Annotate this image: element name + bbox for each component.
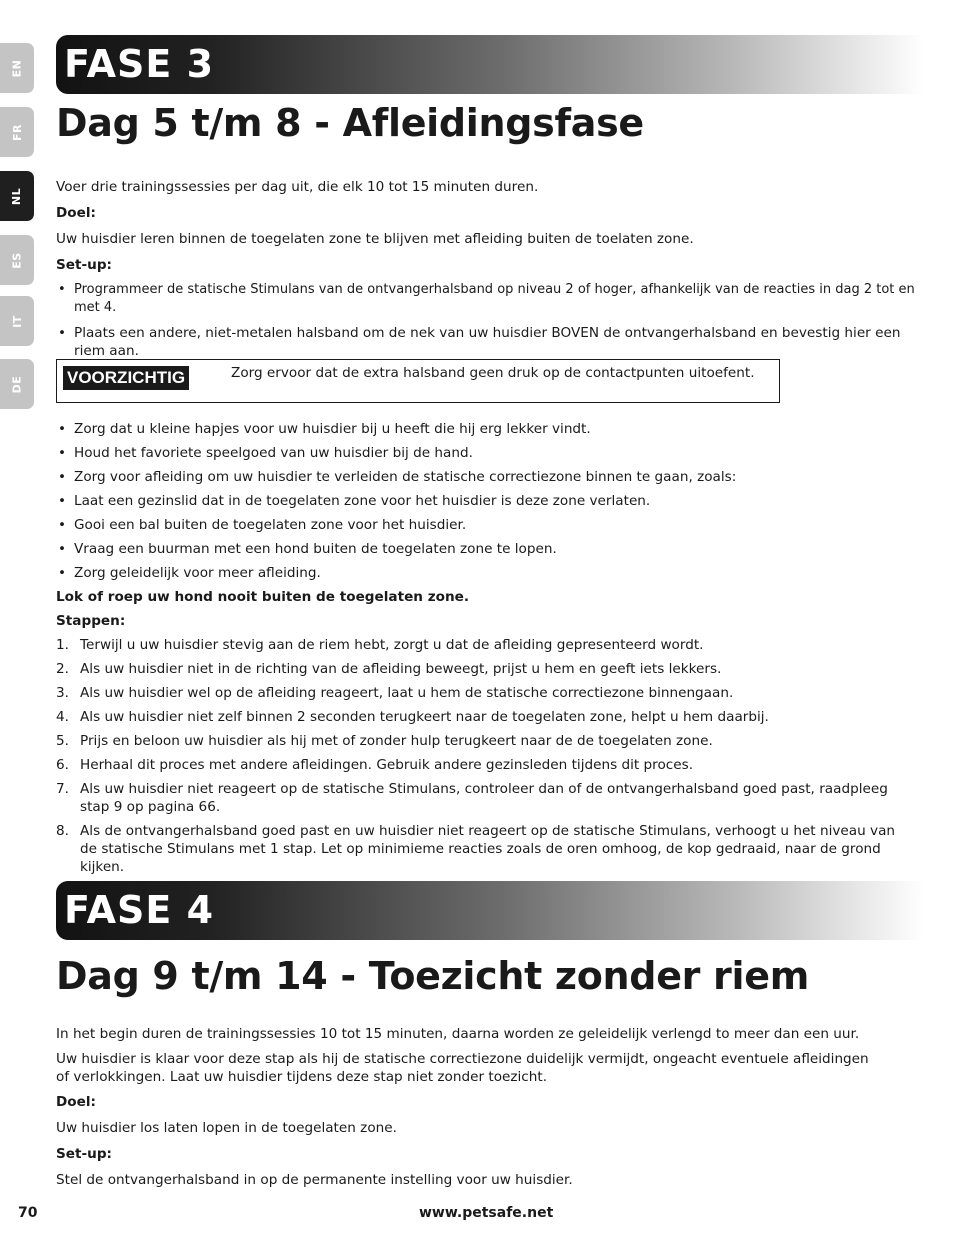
lang-tab-label: EN bbox=[10, 59, 24, 77]
phase4-section bbox=[56, 1025, 922, 1189]
phase4-banner bbox=[56, 881, 924, 940]
tip-item: • Laat een gezinslid dat in de toegelaten zone voor het huisdier is deze zone verlaten. bbox=[56, 492, 922, 510]
step-number: 6. bbox=[56, 757, 69, 773]
lang-tab-en[interactable] bbox=[0, 43, 34, 93]
step-text: Als de ontvangerhalsband goed past en uw huisdier niet reageert op de statische Stimulans, verhoogt u het niveau van de statische Stimulans met 1 stap. Let op minimieme reacties zoals de oren omhoog, de kop gedraaid, naar de grond kijken. bbox=[80, 823, 896, 875]
phase3-setup-item: • Programmeer de statische Stimulans van de ontvangerhalsband op niveau 2 of hoger, afhankelijk van de reacties in dag 2 tot en met 4. bbox=[56, 281, 922, 317]
phase3-goal-heading: Doel: bbox=[56, 205, 96, 221]
phase3-setup-item: • Plaats een andere, niet-metalen halsband om de nek van uw huisdier BOVEN de ontvangerhalsband en bevestig hier een riem aan. bbox=[56, 324, 924, 360]
step-item bbox=[56, 684, 922, 702]
step-number: 4. bbox=[56, 709, 69, 725]
tip-item: • Zorg geleidelijk voor meer afleiding. bbox=[56, 564, 922, 582]
step-number: 2. bbox=[56, 661, 69, 677]
step-text: Herhaal dit proces met andere afleidingen. Gebruik andere gezinsleden tijdens dit proces. bbox=[80, 757, 694, 773]
caution-box bbox=[56, 359, 780, 403]
phase3-banner-label: FASE 3 bbox=[64, 42, 215, 86]
phase3-banner bbox=[56, 35, 924, 94]
phase3-goal-text: Uw huisdier leren binnen de toegelaten zone te blijven met afleiding buiten de toelaten zone. bbox=[56, 231, 694, 247]
lang-tab-fr[interactable] bbox=[0, 107, 34, 157]
tip-item: • Houd het favoriete speelgoed van uw huisdier bij de hand. bbox=[56, 444, 922, 462]
lang-tab-de[interactable] bbox=[0, 359, 34, 409]
step-text: Prijs en beloon uw huisdier als hij met of zonder hulp terugkeert naar de de toegelaten zone. bbox=[80, 733, 713, 749]
phase4-para2: Uw huisdier is klaar voor deze stap als hij de statische correctiezone duidelijk vermijdt, ongeacht eventuele afleidingen of verlokkingen. Laat uw huisdier tijdens deze stap niet zonder toezicht. bbox=[56, 1051, 869, 1085]
page-number: 70 bbox=[18, 1205, 38, 1221]
lang-tab-it[interactable] bbox=[0, 296, 34, 346]
step-number: 8. bbox=[56, 823, 69, 839]
phase3-setup-heading: Set-up: bbox=[56, 257, 112, 273]
phase3-intro: Voer drie trainingssessies per dag uit, die elk 10 tot 15 minuten duren. bbox=[56, 179, 539, 195]
phase4-title: Dag 9 t/m 14 - Toezicht zonder riem bbox=[56, 954, 809, 998]
step-number: 3. bbox=[56, 685, 69, 701]
phase3-steps-heading: Stappen: bbox=[56, 613, 126, 629]
tip-item: • Zorg dat u kleine hapjes voor uw huisdier bij u heeft die hij erg lekker vindt. bbox=[56, 420, 922, 438]
step-text: Als uw huisdier niet in de richting van de afleiding beweegt, prijst u hem en geeft iets lekkers. bbox=[80, 661, 722, 677]
step-item bbox=[56, 756, 922, 774]
step-number: 1. bbox=[56, 637, 69, 653]
lang-tab-label: FR bbox=[10, 123, 24, 141]
step-text: Als uw huisdier wel op de afleiding reageert, laat u hem de statische correctiezone binnengaan. bbox=[80, 685, 734, 701]
website-link[interactable]: www.petsafe.net bbox=[419, 1205, 554, 1221]
phase4-setup-heading: Set-up: bbox=[56, 1146, 112, 1162]
lang-tab-label: ES bbox=[10, 251, 24, 269]
phase4-goal-text: Uw huisdier los laten lopen in de toegelaten zone. bbox=[56, 1120, 397, 1136]
step-text: Terwijl u uw huisdier stevig aan de riem hebt, zorgt u dat de afleiding gepresenteerd wordt. bbox=[80, 637, 704, 653]
phase3-intro-section bbox=[56, 178, 922, 360]
lang-tab-label: NL bbox=[10, 187, 24, 205]
phase4-setup-text: Stel de ontvangerhalsband in op de permanente instelling voor uw huisdier. bbox=[56, 1172, 573, 1188]
lang-tab-label: IT bbox=[10, 314, 24, 328]
tip-item: • Gooi een bal buiten de toegelaten zone voor het huisdier. bbox=[56, 516, 922, 534]
step-number: 5. bbox=[56, 733, 69, 749]
phase4-para1: In het begin duren de trainingssessies 10 tot 15 minuten, daarna worden ze geleidelijk verlengd to meer dan een uur. bbox=[56, 1026, 860, 1042]
lang-tab-es[interactable] bbox=[0, 235, 34, 285]
tip-item: • Vraag een buurman met een hond buiten de toegelaten zone te lopen. bbox=[56, 540, 922, 558]
phase3-warning: Lok of roep uw hond nooit buiten de toegelaten zone. bbox=[56, 589, 470, 605]
step-item bbox=[56, 822, 916, 876]
lang-tab-label: DE bbox=[10, 375, 24, 393]
step-item bbox=[56, 660, 922, 678]
caution-text: Zorg ervoor dat de extra halsband geen druk op de contactpunten uitoefent. bbox=[231, 365, 755, 381]
step-item bbox=[56, 732, 922, 750]
phase4-goal-heading: Doel: bbox=[56, 1094, 96, 1110]
phase4-banner-label: FASE 4 bbox=[64, 888, 215, 932]
step-item bbox=[56, 636, 922, 654]
phase3-title: Dag 5 t/m 8 - Afleidingsfase bbox=[56, 101, 644, 145]
lang-tab-nl[interactable] bbox=[0, 171, 34, 221]
step-text: Als uw huisdier niet zelf binnen 2 seconden terugkeert naar de toegelaten zone, helpt u hem daarbij. bbox=[80, 709, 769, 725]
tip-item: • Zorg voor afleiding om uw huisdier te verleiden de statische correctiezone binnen te gaan, zoals: bbox=[56, 468, 922, 486]
phase3-tips-section bbox=[56, 420, 922, 876]
step-number: 7. bbox=[56, 781, 69, 797]
caution-label: VOORZICHTIG bbox=[63, 366, 189, 390]
step-item bbox=[56, 780, 916, 816]
step-text: Als uw huisdier niet reageert op de statische Stimulans, controleer dan of de ontvangerhalsband goed past, raadpleeg stap 9 op pagina 66. bbox=[80, 781, 888, 815]
step-item bbox=[56, 708, 922, 726]
